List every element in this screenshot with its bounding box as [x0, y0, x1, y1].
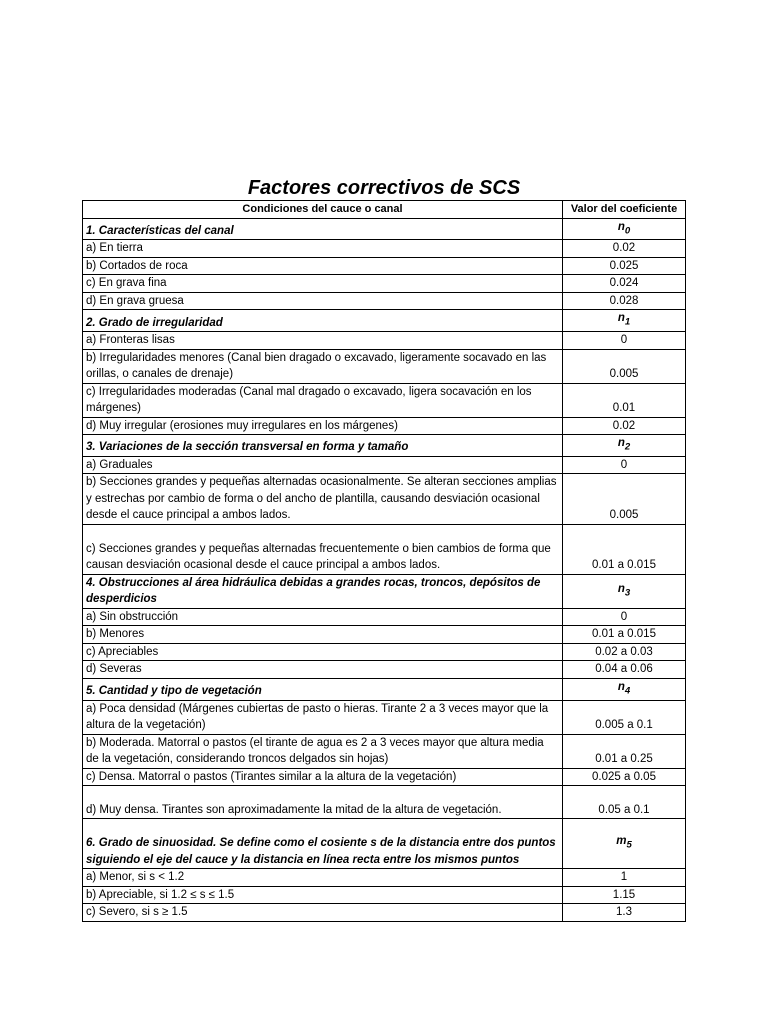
- value-cell: 1.3: [563, 904, 686, 922]
- condition-cell: d) Muy densa. Tirantes son aproximadamente la mitad de la altura de vegetación.: [83, 786, 563, 819]
- section-title: 3. Variaciones de la sección transversal en forma y tamaño: [83, 435, 563, 457]
- table-header-row: [83, 201, 686, 219]
- condition-cell: c) En grava fina: [83, 275, 563, 293]
- table-row: [83, 524, 686, 574]
- symbol-letter: n: [617, 312, 625, 325]
- value-cell: 0.005: [563, 349, 686, 383]
- condition-cell: c) Severo, si s ≥ 1.5: [83, 904, 563, 922]
- value-cell: 0.05 a 0.1: [563, 786, 686, 819]
- coefficients-table: [82, 200, 686, 922]
- condition-cell: a) Sin obstrucción: [83, 608, 563, 626]
- header-value: Valor del coeficiente: [563, 201, 686, 219]
- coefficient-symbol: [563, 678, 686, 700]
- condition-cell: b) Menores: [83, 626, 563, 644]
- value-cell: 0.01: [563, 383, 686, 417]
- coefficient-symbol: [563, 310, 686, 332]
- symbol-letter: n: [617, 437, 625, 450]
- table-row: [83, 292, 686, 310]
- condition-cell: c) Apreciables: [83, 643, 563, 661]
- value-cell: 0: [563, 608, 686, 626]
- condition-cell: a) Fronteras lisas: [83, 332, 563, 350]
- section-row: [83, 435, 686, 457]
- value-cell: 0.02: [563, 417, 686, 435]
- condition-cell: d) Severas: [83, 661, 563, 679]
- section-title: 5. Cantidad y tipo de vegetación: [83, 678, 563, 700]
- value-cell: 0.02: [563, 240, 686, 258]
- value-cell: 0.02 a 0.03: [563, 643, 686, 661]
- condition-cell: c) Densa. Matorral o pastos (Tirantes similar a la altura de la vegetación): [83, 768, 563, 786]
- symbol-letter: n: [617, 220, 625, 233]
- condition-cell: a) Poca densidad (Márgenes cubiertas de pasto o hieras. Tirante 2 a 3 veces mayor que la altura de la vegetación): [83, 700, 563, 734]
- table-row: [83, 349, 686, 383]
- value-cell: 0.024: [563, 275, 686, 293]
- value-cell: 0.01 a 0.015: [563, 626, 686, 644]
- table-row: [83, 383, 686, 417]
- table-row: [83, 700, 686, 734]
- table-row: [83, 786, 686, 819]
- condition-cell: b) Irregularidades menores (Canal bien dragado o excavado, ligeramente socavado en las orillas, o canales de drenaje): [83, 349, 563, 383]
- coefficient-symbol: [563, 435, 686, 457]
- table-row: [83, 332, 686, 350]
- condition-cell: b) Moderada. Matorral o pastos (el tirante de agua es 2 a 3 veces mayor que altura media de la vegetación, considerando troncos delgados sin hojas): [83, 734, 563, 768]
- condition-cell: b) Apreciable, si 1.2 ≤ s ≤ 1.5: [83, 886, 563, 904]
- value-cell: 0: [563, 456, 686, 474]
- condition-cell: a) Menor, si s < 1.2: [83, 869, 563, 887]
- symbol-letter: m: [616, 835, 627, 848]
- value-cell: 0.01 a 0.015: [563, 524, 686, 574]
- symbol-subscript: 1: [624, 316, 631, 328]
- table-row: [83, 643, 686, 661]
- table-row: [83, 417, 686, 435]
- table-row: [83, 904, 686, 922]
- symbol-subscript: 5: [626, 839, 632, 851]
- section-row: [83, 218, 686, 240]
- symbol-subscript: 3: [624, 587, 631, 599]
- value-cell: 0: [563, 332, 686, 350]
- section-row: [83, 574, 686, 608]
- symbol-subscript: 4: [624, 685, 631, 697]
- condition-cell: d) Muy irregular (erosiones muy irregulares en los márgenes): [83, 417, 563, 435]
- table-row: [83, 240, 686, 258]
- table-row: [83, 608, 686, 626]
- section-title: 2. Grado de irregularidad: [83, 310, 563, 332]
- value-cell: 0.025: [563, 257, 686, 275]
- value-cell: 0.01 a 0.25: [563, 734, 686, 768]
- condition-cell: d) En grava gruesa: [83, 292, 563, 310]
- table-body: [83, 201, 686, 922]
- symbol-subscript: 2: [624, 441, 631, 453]
- table-row: [83, 257, 686, 275]
- section-row: [83, 678, 686, 700]
- table-row: [83, 456, 686, 474]
- table-row: [83, 886, 686, 904]
- value-cell: 0.005: [563, 474, 686, 525]
- table-row: [83, 869, 686, 887]
- value-cell: 0.04 a 0.06: [563, 661, 686, 679]
- table-row: [83, 768, 686, 786]
- condition-cell: a) Graduales: [83, 456, 563, 474]
- coefficient-symbol: [563, 819, 686, 869]
- symbol-subscript: 0: [624, 224, 631, 236]
- section-row: [83, 819, 686, 869]
- condition-cell: b) Secciones grandes y pequeñas alternadas ocasionalmente. Se alteran secciones amplias y estrechas por cambio de forma o del ancho de plantilla, causando desviación ocasional desde el cauce principal a ambos lados.: [83, 474, 563, 525]
- value-cell: 1: [563, 869, 686, 887]
- value-cell: 0.025 a 0.05: [563, 768, 686, 786]
- condition-cell: c) Secciones grandes y pequeñas alternadas frecuentemente o bien cambios de forma que causan desviación ocasional desde el cauce principal a ambos lados.: [83, 524, 563, 574]
- section-row: [83, 310, 686, 332]
- section-title: 1. Características del canal: [83, 218, 563, 240]
- condition-cell: a) En tierra: [83, 240, 563, 258]
- section-title: 6. Grado de sinuosidad. Se define como el cosiente s de la distancia entre dos puntos siguiendo el eje del cauce y la distancia en línea recta entre los mismos puntos: [83, 819, 563, 869]
- page-title: Factores correctivos de SCS: [247, 177, 521, 199]
- table-row: [83, 275, 686, 293]
- value-cell: 0.005 a 0.1: [563, 700, 686, 734]
- header-condition: Condiciones del cauce o canal: [83, 201, 563, 219]
- table-row: [83, 626, 686, 644]
- symbol-letter: n: [617, 680, 625, 693]
- value-cell: 1.15: [563, 886, 686, 904]
- coefficient-symbol: [563, 574, 686, 608]
- condition-cell: c) Irregularidades moderadas (Canal mal dragado o excavado, ligera socavación en los márgenes): [83, 383, 563, 417]
- table-row: [83, 474, 686, 525]
- section-title: 4. Obstrucciones al área hidráulica debidas a grandes rocas, troncos, depósitos de desperdicios: [83, 574, 563, 608]
- value-cell: 0.028: [563, 292, 686, 310]
- coefficient-symbol: [563, 218, 686, 240]
- table-row: [83, 734, 686, 768]
- condition-cell: b) Cortados de roca: [83, 257, 563, 275]
- table-row: [83, 661, 686, 679]
- symbol-letter: n: [617, 582, 625, 595]
